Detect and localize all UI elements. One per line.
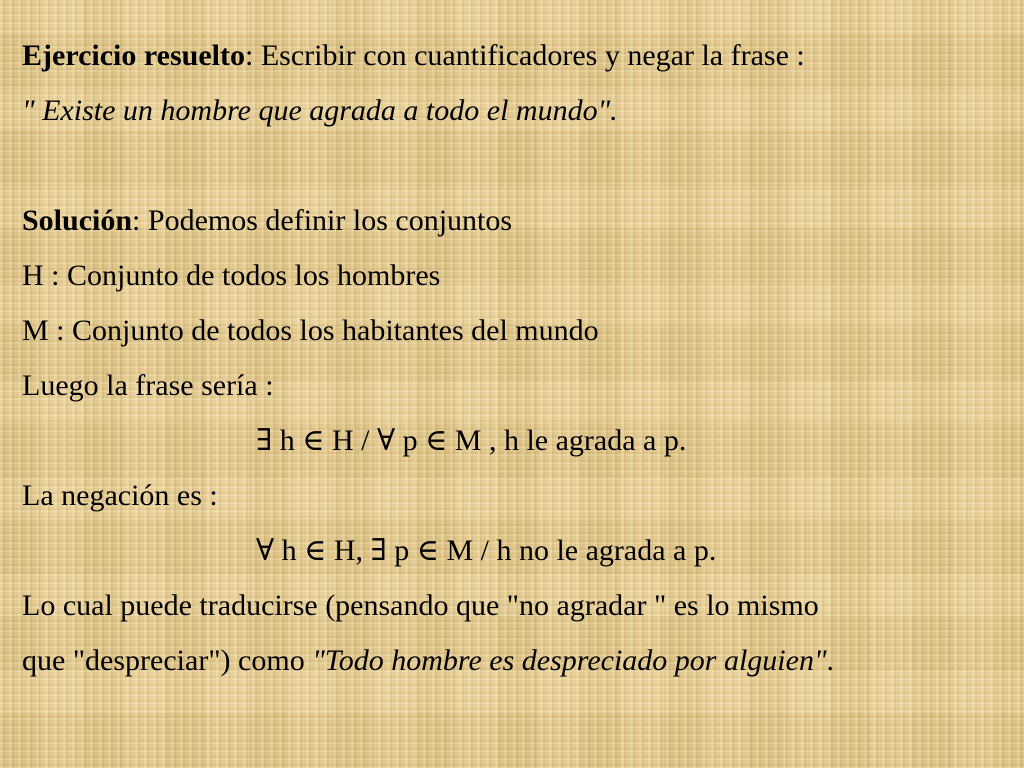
- slide-content: [22, 28, 1012, 688]
- translation-line-1: Lo cual puede traducirse (pensando que "no agradar " es lo mismo: [22, 589, 819, 622]
- exercise-prompt: Escribir con cuantificadores y negar la frase :: [260, 39, 805, 72]
- then-text: Luego la frase sería :: [22, 369, 274, 402]
- exercise-heading: Ejercicio resuelto: [22, 39, 245, 72]
- solution-intro: Podemos definir los conjuntos: [147, 204, 513, 237]
- solution-line: [22, 193, 1012, 248]
- translation-quote: "Todo hombre es despreciado por alguien": [312, 644, 827, 677]
- negation-intro: La negación es :: [22, 479, 218, 512]
- translation-prefix: que "despreciar") como: [22, 644, 313, 677]
- set-m-definition: M : Conjunto de todos los habitantes del mundo: [22, 314, 599, 347]
- quantified-formula: ∃ h ∈ H / ∀ p ∈ M , h le agrada a p.: [256, 424, 687, 457]
- exercise-line: [22, 28, 1012, 83]
- solution-separator: :: [132, 204, 148, 237]
- set-h-definition: H : Conjunto de todos los hombres: [22, 259, 441, 292]
- translation-suffix: .: [826, 644, 835, 677]
- solution-heading: Solución: [22, 204, 133, 237]
- spacer: [22, 138, 1012, 193]
- translation-line-2: [22, 633, 1012, 688]
- exercise-separator: :: [244, 39, 261, 72]
- exercise-quote: " Existe un hombre que agrada a todo el mundo".: [22, 94, 618, 127]
- negation-formula: ∀ h ∈ H, ∃ p ∈ M / h no le agrada a p.: [256, 534, 717, 567]
